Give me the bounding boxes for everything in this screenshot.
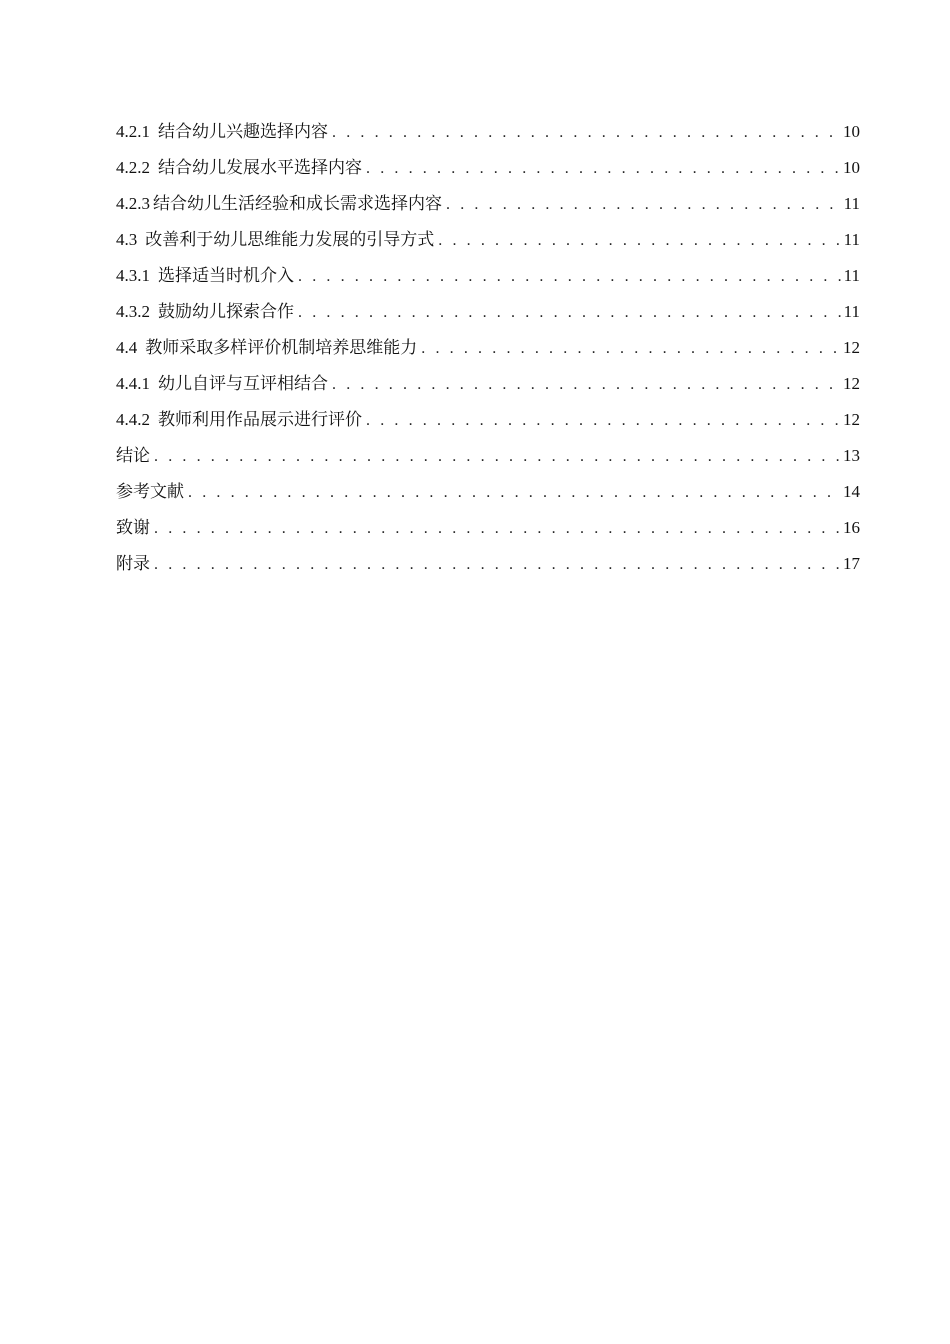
- toc-entry-references[interactable]: [116, 474, 860, 510]
- toc-entry-number: 4.2.2: [116, 158, 150, 177]
- table-of-contents: [116, 114, 860, 582]
- toc-entry-title: 附录: [116, 554, 150, 573]
- toc-entry-page: 17: [843, 554, 860, 573]
- toc-entry-page: 11: [843, 266, 860, 285]
- toc-dot-leader: [438, 223, 841, 259]
- toc-entry-4-4[interactable]: [116, 330, 860, 366]
- toc-entry-4-4-1[interactable]: [116, 366, 860, 402]
- toc-dot-leader: [332, 367, 841, 403]
- toc-entry-page: 13: [843, 446, 860, 465]
- toc-entry-4-2-3[interactable]: [116, 186, 860, 222]
- toc-entry-title: 结合幼儿生活经验和成长需求选择内容: [153, 194, 442, 213]
- toc-entry-number: 4.4: [116, 338, 138, 357]
- toc-entry-4-2-1[interactable]: [116, 114, 860, 150]
- toc-dot-leader: [332, 115, 841, 151]
- toc-entry-number: 4.2.1: [116, 122, 150, 141]
- toc-dot-leader: [298, 259, 842, 295]
- toc-entry-title: 参考文献: [116, 482, 184, 501]
- toc-entry-conclusion[interactable]: [116, 438, 860, 474]
- toc-entry-title: 教师利用作品展示进行评价: [158, 410, 362, 429]
- toc-entry-title: 改善利于幼儿思维能力发展的引导方式: [145, 230, 435, 249]
- toc-entry-4-3-2[interactable]: [116, 294, 860, 330]
- toc-entry-page: 10: [843, 158, 860, 177]
- toc-entry-title: 幼儿自评与互评相结合: [158, 374, 328, 393]
- toc-entry-page: 11: [843, 302, 860, 321]
- toc-dot-leader: [366, 403, 841, 439]
- toc-entry-number: 4.2.3: [116, 194, 150, 213]
- toc-entry-title: 鼓励幼儿探索合作: [158, 302, 294, 321]
- toc-entry-page: 12: [843, 374, 860, 393]
- toc-entry-page: 12: [843, 410, 860, 429]
- toc-entry-4-3[interactable]: [116, 222, 860, 258]
- toc-entry-number: 4.3.1: [116, 266, 150, 285]
- toc-entry-number: 4.4.1: [116, 374, 150, 393]
- toc-dot-leader: [421, 331, 841, 367]
- toc-entry-4-3-1[interactable]: [116, 258, 860, 294]
- toc-entry-title: 结合幼儿发展水平选择内容: [158, 158, 362, 177]
- toc-dot-leader: [154, 547, 841, 583]
- toc-entry-appendix[interactable]: [116, 546, 860, 582]
- toc-entry-page: 14: [843, 482, 860, 501]
- toc-dot-leader: [154, 439, 841, 475]
- toc-entry-title: 结论: [116, 446, 150, 465]
- toc-entry-4-2-2[interactable]: [116, 150, 860, 186]
- toc-entry-page: 12: [843, 338, 860, 357]
- toc-entry-title: 致谢: [116, 518, 150, 537]
- toc-entry-title: 选择适当时机介入: [158, 266, 294, 285]
- toc-dot-leader: [298, 295, 842, 331]
- toc-entry-page: 16: [843, 518, 860, 537]
- toc-entry-title: 结合幼儿兴趣选择内容: [158, 122, 328, 141]
- toc-entry-page: 10: [843, 122, 860, 141]
- toc-entry-title: 教师采取多样评价机制培养思维能力: [145, 338, 418, 357]
- toc-dot-leader: [446, 187, 842, 223]
- toc-entry-page: 11: [843, 230, 860, 249]
- toc-entry-number: 4.4.2: [116, 410, 150, 429]
- toc-entry-number: 4.3.2: [116, 302, 150, 321]
- toc-dot-leader: [366, 151, 841, 187]
- toc-dot-leader: [188, 475, 841, 511]
- toc-entry-acknowledgements[interactable]: [116, 510, 860, 546]
- toc-entry-number: 4.3: [116, 230, 138, 249]
- toc-entry-page: 11: [843, 194, 860, 213]
- toc-entry-4-4-2[interactable]: [116, 402, 860, 438]
- toc-dot-leader: [154, 511, 841, 547]
